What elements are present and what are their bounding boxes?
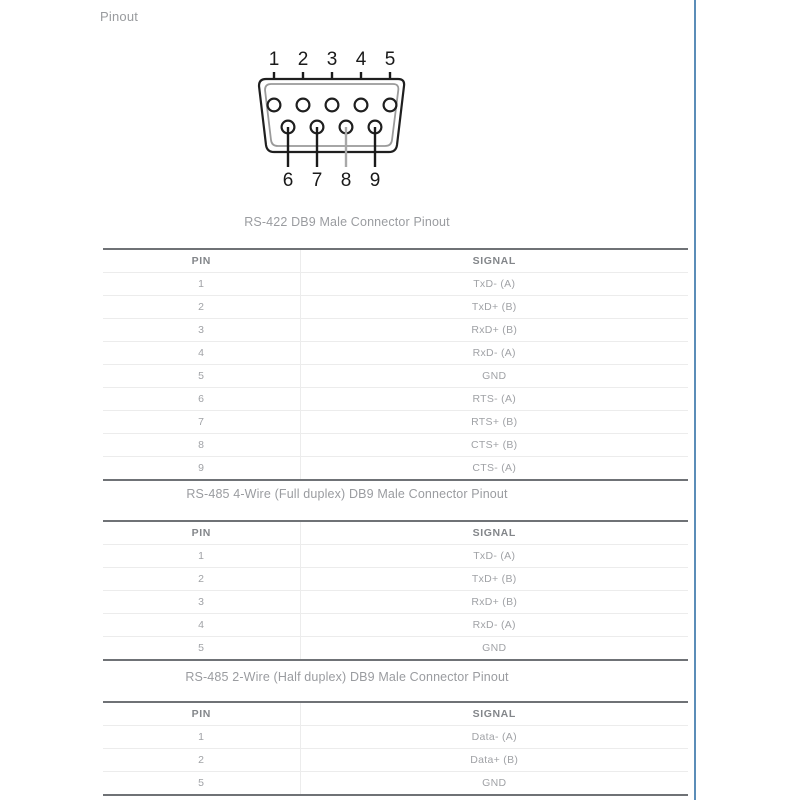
cell-pin: 2 <box>103 296 300 319</box>
pinout-table-rs485-2wire <box>103 701 688 796</box>
column-header-pin: PIN <box>103 702 300 726</box>
cell-pin: 1 <box>103 545 300 568</box>
cell-pin: 5 <box>103 772 300 796</box>
cell-pin: 5 <box>103 637 300 661</box>
cell-pin: 2 <box>103 568 300 591</box>
table-row <box>103 273 688 296</box>
table-caption-rs485-4wire: RS-485 4-Wire (Full duplex) DB9 Male Connector Pinout <box>186 487 508 501</box>
table-row <box>103 591 688 614</box>
cell-signal: RxD- (A) <box>300 614 688 637</box>
cell-pin: 1 <box>103 726 300 749</box>
table-row <box>103 365 688 388</box>
cell-pin: 6 <box>103 388 300 411</box>
column-header-pin: PIN <box>103 521 300 545</box>
table-row <box>103 457 688 481</box>
table-row <box>103 772 688 796</box>
cell-pin: 3 <box>103 591 300 614</box>
table-header-row <box>103 249 688 273</box>
table-row <box>103 342 688 365</box>
table-row <box>103 545 688 568</box>
column-header-signal: SIGNAL <box>300 521 688 545</box>
cell-signal: CTS+ (B) <box>300 434 688 457</box>
cell-signal: TxD- (A) <box>300 545 688 568</box>
cell-pin: 9 <box>103 457 300 481</box>
cell-signal: GND <box>482 642 507 654</box>
cell-signal: Data- (A) <box>300 726 688 749</box>
column-header-pin: PIN <box>103 249 300 273</box>
svg-text:6: 6 <box>282 170 294 191</box>
column-header-signal: SIGNAL <box>300 702 688 726</box>
cell-signal: RxD+ (B) <box>300 319 688 342</box>
cell-signal: RTS+ (B) <box>300 411 688 434</box>
table-row <box>103 614 688 637</box>
table-header-row <box>103 521 688 545</box>
svg-text:5: 5 <box>384 49 396 70</box>
table-caption-rs485-2wire: RS-485 2-Wire (Half duplex) DB9 Male Connector Pinout <box>185 670 509 684</box>
table-row <box>103 319 688 342</box>
db9-connector-diagram <box>0 34 694 204</box>
cell-signal: RxD- (A) <box>300 342 688 365</box>
svg-text:2: 2 <box>297 49 309 70</box>
svg-text:9: 9 <box>369 170 381 191</box>
svg-text:1: 1 <box>268 49 280 70</box>
table-row <box>103 568 688 591</box>
table-header-row <box>103 702 688 726</box>
cell-signal: TxD+ (B) <box>300 296 688 319</box>
cell-signal: GND <box>300 365 688 388</box>
cell-pin: 5 <box>103 365 300 388</box>
cell-signal: RxD+ (B) <box>300 591 688 614</box>
pinout-table-rs485-4wire <box>103 520 688 661</box>
cell-pin: 4 <box>103 614 300 637</box>
cell-signal: RTS- (A) <box>300 388 688 411</box>
cell-pin: 1 <box>103 273 300 296</box>
table-row <box>103 296 688 319</box>
table-row <box>103 411 688 434</box>
cell-pin: 3 <box>103 319 300 342</box>
svg-text:8: 8 <box>340 170 352 191</box>
table-row <box>103 726 688 749</box>
cell-pin: 2 <box>103 749 300 772</box>
table-row <box>103 749 688 772</box>
cell-signal: TxD+ (B) <box>300 568 688 591</box>
cell-pin: 7 <box>103 411 300 434</box>
table-caption-rs422: RS-422 DB9 Male Connector Pinout <box>244 215 450 229</box>
table-row <box>103 434 688 457</box>
column-header-signal: SIGNAL <box>300 249 688 273</box>
cell-signal: CTS- (A) <box>472 462 517 474</box>
pinout-table-rs422 <box>103 248 688 481</box>
cell-signal: Data+ (B) <box>300 749 688 772</box>
table-row <box>103 637 688 661</box>
table-row <box>103 388 688 411</box>
svg-text:4: 4 <box>355 49 367 70</box>
cell-pin: 4 <box>103 342 300 365</box>
cell-pin: 8 <box>103 434 300 457</box>
svg-text:3: 3 <box>326 49 338 70</box>
page-edge-rule <box>694 0 696 800</box>
cell-signal: GND <box>482 777 507 789</box>
svg-text:7: 7 <box>311 170 323 191</box>
cell-signal: TxD- (A) <box>300 273 688 296</box>
page-title: Pinout <box>100 9 139 24</box>
